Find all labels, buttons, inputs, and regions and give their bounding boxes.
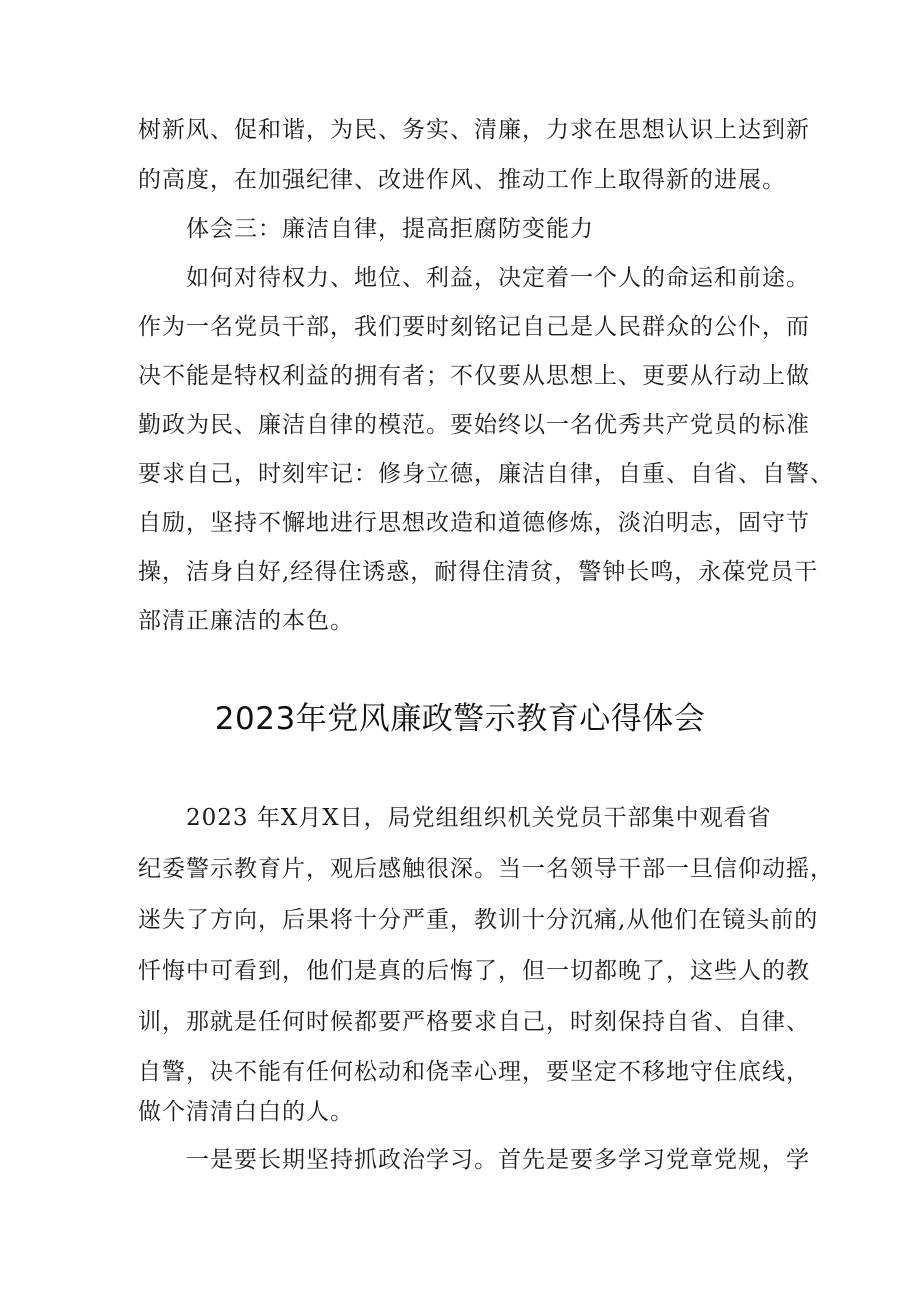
body-text-line: 决不能是特权利益的拥有者；不仅要从思想上、更要从行动上做 — [138, 363, 810, 389]
body-text-line: 忏悔中可看到，他们是真的后悔了，但一切都晚了，这些人的教 — [138, 958, 810, 984]
body-text-line: 勤政为民、廉洁自律的模范。要始终以一名优秀共产党员的标准 — [138, 412, 810, 438]
body-text-line: 训，那就是任何时候都要严格要求自己，时刻保持自省、自律、 — [138, 1009, 810, 1035]
body-text-line: 纪委警示教育片，观后感触很深。当一名领导干部一旦信仰动摇， — [138, 856, 834, 882]
body-text-line: 操，洁身自好,经得住诱惑，耐得住清贫，警钟长鸣，永葆党员干 — [138, 559, 819, 585]
body-text-line: 树新风、促和谐，为民、务实、清廉，力求在思想认识上达到新 — [138, 117, 810, 143]
body-text-line: 做个清清白白的人。 — [138, 1099, 354, 1125]
body-text-line: 如何对待权力、地位、利益，决定着一个人的命运和前途。 — [186, 265, 810, 291]
section-subheading: 体会三：廉洁自律，提高拒腐防变能力 — [186, 216, 594, 242]
article-title: 2023年党风廉政警示教育心得体会 — [214, 701, 706, 737]
body-text-line: 要求自己，时刻牢记：修身立德，廉洁自律，自重、自省、自警、 — [138, 461, 834, 487]
body-text-line: 2023 年X月X日，局党组组织机关党员干部集中观看省 — [186, 805, 772, 831]
body-text-line: 迷失了方向，后果将十分严重，教训十分沉痛,从他们在镜头前的 — [138, 907, 819, 933]
body-text-line: 自警，决不能有任何松动和侥幸心理，要坚定不移地守住底线， — [138, 1059, 810, 1085]
body-text-line: 部清正廉洁的本色。 — [138, 608, 354, 634]
body-text-line: 自励，坚持不懈地进行思想改造和道德修炼，淡泊明志，固守节 — [138, 510, 810, 536]
body-text-line: 作为一名党员干部，我们要时刻铭记自己是人民群众的公仆，而 — [138, 314, 810, 340]
body-text-line: 一是要长期坚持抓政治学习。首先是要多学习党章党规，学 — [186, 1147, 810, 1173]
body-text-line: 的高度，在加强纪律、改进作风、推动工作上取得新的进展。 — [138, 167, 786, 193]
